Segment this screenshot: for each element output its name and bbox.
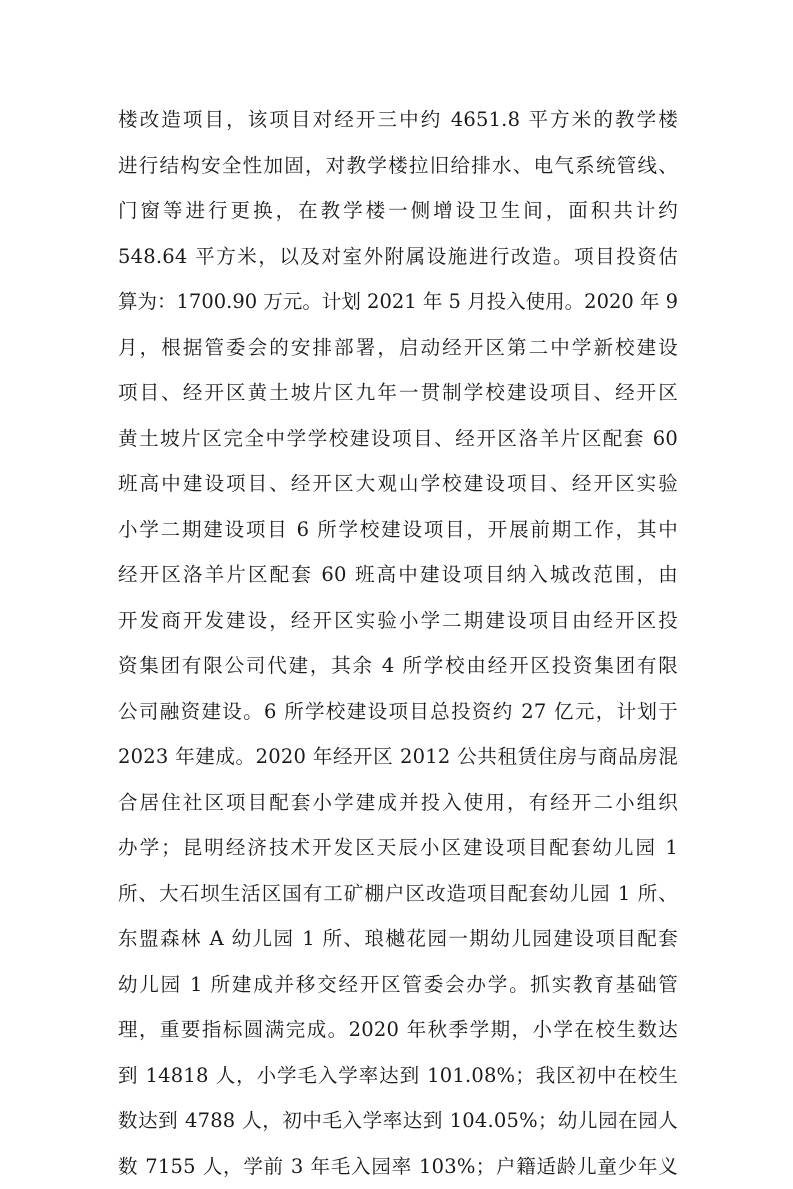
text-line: 幼儿园 1 所建成并移交经开区管委会办学。抓实教育基础管: [118, 962, 678, 1008]
text-line: 月，根据管委会的安排部署，启动经开区第二中学新校建设: [118, 325, 678, 371]
text-line: 黄土坡片区完全中学学校建设项目、经开区洛羊片区配套 60: [118, 416, 678, 462]
text-line: 数 7155 人，学前 3 年毛入园率 103%；户籍适龄儿童少年义: [118, 1144, 678, 1189]
text-line: 办学；昆明经济技术开发区天辰小区建设项目配套幼儿园 1: [118, 825, 678, 871]
text-line: 开发商开发建设，经开区实验小学二期建设项目由经开区投: [118, 598, 678, 644]
text-line: 548.64 平方米，以及对室外附属设施进行改造。项目投资估: [118, 234, 678, 280]
text-line: 合居住社区项目配套小学建成并投入使用，有经开二小组织: [118, 780, 678, 826]
text-line: 公司融资建设。6 所学校建设项目总投资约 27 亿元，计划于: [118, 689, 678, 735]
text-line: 到 14818 人，小学毛入学率达到 101.08%；我区初中在校生: [118, 1053, 678, 1099]
text-line: 楼改造项目，该项目对经开三中约 4651.8 平方米的教学楼: [118, 97, 678, 143]
text-line: 2023 年建成。2020 年经开区 2012 公共租赁住房与商品房混: [118, 734, 678, 780]
text-line: 数达到 4788 人，初中毛入学率达到 104.05%；幼儿园在园人: [118, 1098, 678, 1144]
text-line: 进行结构安全性加固，对教学楼拉旧给排水、电气系统管线、: [118, 143, 678, 189]
text-line: 算为：1700.90 万元。计划 2021 年 5 月投入使用。2020 年 9: [118, 279, 678, 325]
text-line: 经开区洛羊片区配套 60 班高中建设项目纳入城改范围，由: [118, 552, 678, 598]
body-text: [118, 97, 678, 1189]
text-line: 项目、经开区黄土坡片区九年一贯制学校建设项目、经开区: [118, 370, 678, 416]
text-line: 资集团有限公司代建，其余 4 所学校由经开区投资集团有限: [118, 643, 678, 689]
text-line: 东盟森林 A 幼儿园 1 所、琅樾花园一期幼儿园建设项目配套: [118, 916, 678, 962]
text-line: 小学二期建设项目 6 所学校建设项目，开展前期工作，其中: [118, 507, 678, 553]
text-line: 班高中建设项目、经开区大观山学校建设项目、经开区实验: [118, 461, 678, 507]
text-line: 门窗等进行更换，在教学楼一侧增设卫生间，面积共计约: [118, 188, 678, 234]
text-line: 理，重要指标圆满完成。2020 年秋季学期，小学在校生数达: [118, 1007, 678, 1053]
text-line: 所、大石坝生活区国有工矿棚户区改造项目配套幼儿园 1 所、: [118, 871, 678, 917]
